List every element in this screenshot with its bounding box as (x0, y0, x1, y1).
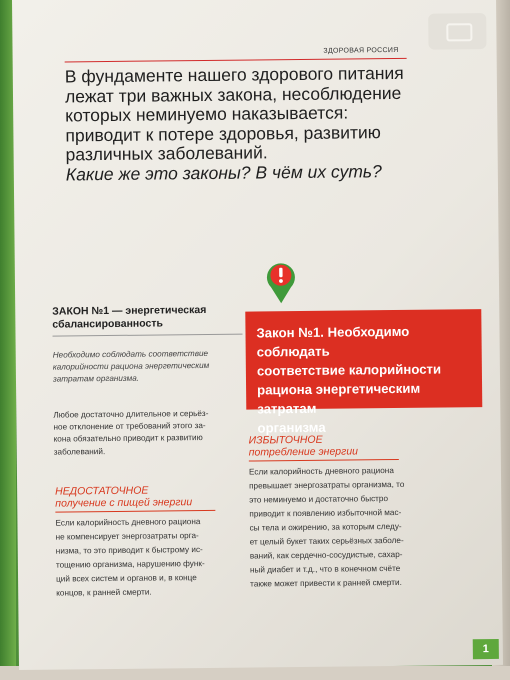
header-divider (65, 58, 407, 63)
insufficient-heading-line: получение с пищей энергии (55, 496, 215, 513)
excess-text-line: Если калорийность дневного рациона (248, 466, 394, 477)
law-note-line: Необходимо соблюдать соответствие (52, 348, 209, 360)
insufficient-heading-line: НЕДОСТАТОЧНОЕ (55, 484, 149, 498)
callout-line: соответствие калорийности (256, 361, 442, 379)
page-number: 1 (473, 639, 499, 659)
law-title-line: ЗАКОН №1 — энергетическая (52, 303, 207, 318)
excess-text-line: также может привести к ранней смерти. (250, 577, 402, 589)
book-page (12, 0, 503, 670)
law-body-line: ное отклонение от требований этого за- (53, 421, 206, 432)
running-header: ЗДОРОВАЯ РОССИЯ (323, 46, 399, 55)
law-body-line: кона обязательно приводит к развитию (53, 433, 203, 444)
intro-line: В фундаменте нашего здорового питания (64, 62, 404, 87)
excess-heading-line: потребление энергии (249, 445, 399, 462)
insufficient-text (55, 515, 246, 601)
law-title (52, 304, 242, 337)
excess-heading-line: ИЗБЫТОЧНОЕ (248, 433, 323, 447)
insufficient-text-line: концов, к ранней смерти. (56, 587, 152, 598)
callout-line: рациона энергетическим затратам (257, 380, 421, 417)
insufficient-text-line: тощению организма, нарушению функ- (55, 559, 205, 570)
law-note-line: затратам организма. (52, 373, 140, 384)
excess-text (249, 463, 450, 591)
intro-paragraph (65, 64, 426, 185)
law-callout-box (245, 309, 482, 436)
excess-text-line: ный диабет и т.д., что в конечном счёте (249, 563, 401, 575)
law-note-line: калорийности рациона энергетическим (52, 360, 210, 372)
callout-line: Закон №1. Необходимо соблюдать (256, 323, 410, 360)
intro-line: различных заболеваний. (65, 142, 268, 165)
excess-text-line: это неминуемо и достаточно быстро (249, 494, 389, 505)
exclamation-pin-icon (263, 259, 299, 305)
insufficient-text-line: не компенсирует энергозатраты орга- (55, 531, 199, 542)
insufficient-text-line: Если калорийность дневного рациона (55, 517, 201, 528)
law-body-line: заболеваний. (53, 446, 106, 457)
insufficient-text-line: ций всех систем и органов и, в конце (56, 573, 197, 584)
law-note (53, 348, 243, 386)
law-body (53, 408, 244, 459)
insufficient-text-line: низма, то это приводит к быстрому ис- (55, 545, 203, 556)
excess-text-line: сы тела и ожирению, за которым следу- (249, 521, 402, 533)
excess-text-line: ваний, как сердечно-сосудистые, сахар- (249, 549, 403, 561)
excess-text-line: приводит к появлению избыточной мас- (249, 507, 402, 519)
insufficient-heading (55, 484, 215, 513)
callout-line: организма (257, 419, 326, 436)
law-title-line: сбалансированность (52, 317, 164, 331)
intro-line: которых неминуемо наказывается: (65, 102, 349, 126)
corner-decoration (428, 13, 486, 50)
law-body-line: Любое достаточно длительное и серьёз- (53, 408, 209, 420)
excess-heading (249, 433, 399, 462)
intro-line: приводит к потере здоровья, развитию (65, 121, 381, 145)
intro-line: лежат три важных закона, несоблюдение (64, 82, 402, 106)
excess-text-line: ет целый букет таких серьёзных заболе- (249, 535, 404, 547)
excess-text-line: превышает энергозатраты организма, то (249, 479, 405, 491)
intro-question: Какие же это законы? В чём их суть? (65, 160, 382, 184)
